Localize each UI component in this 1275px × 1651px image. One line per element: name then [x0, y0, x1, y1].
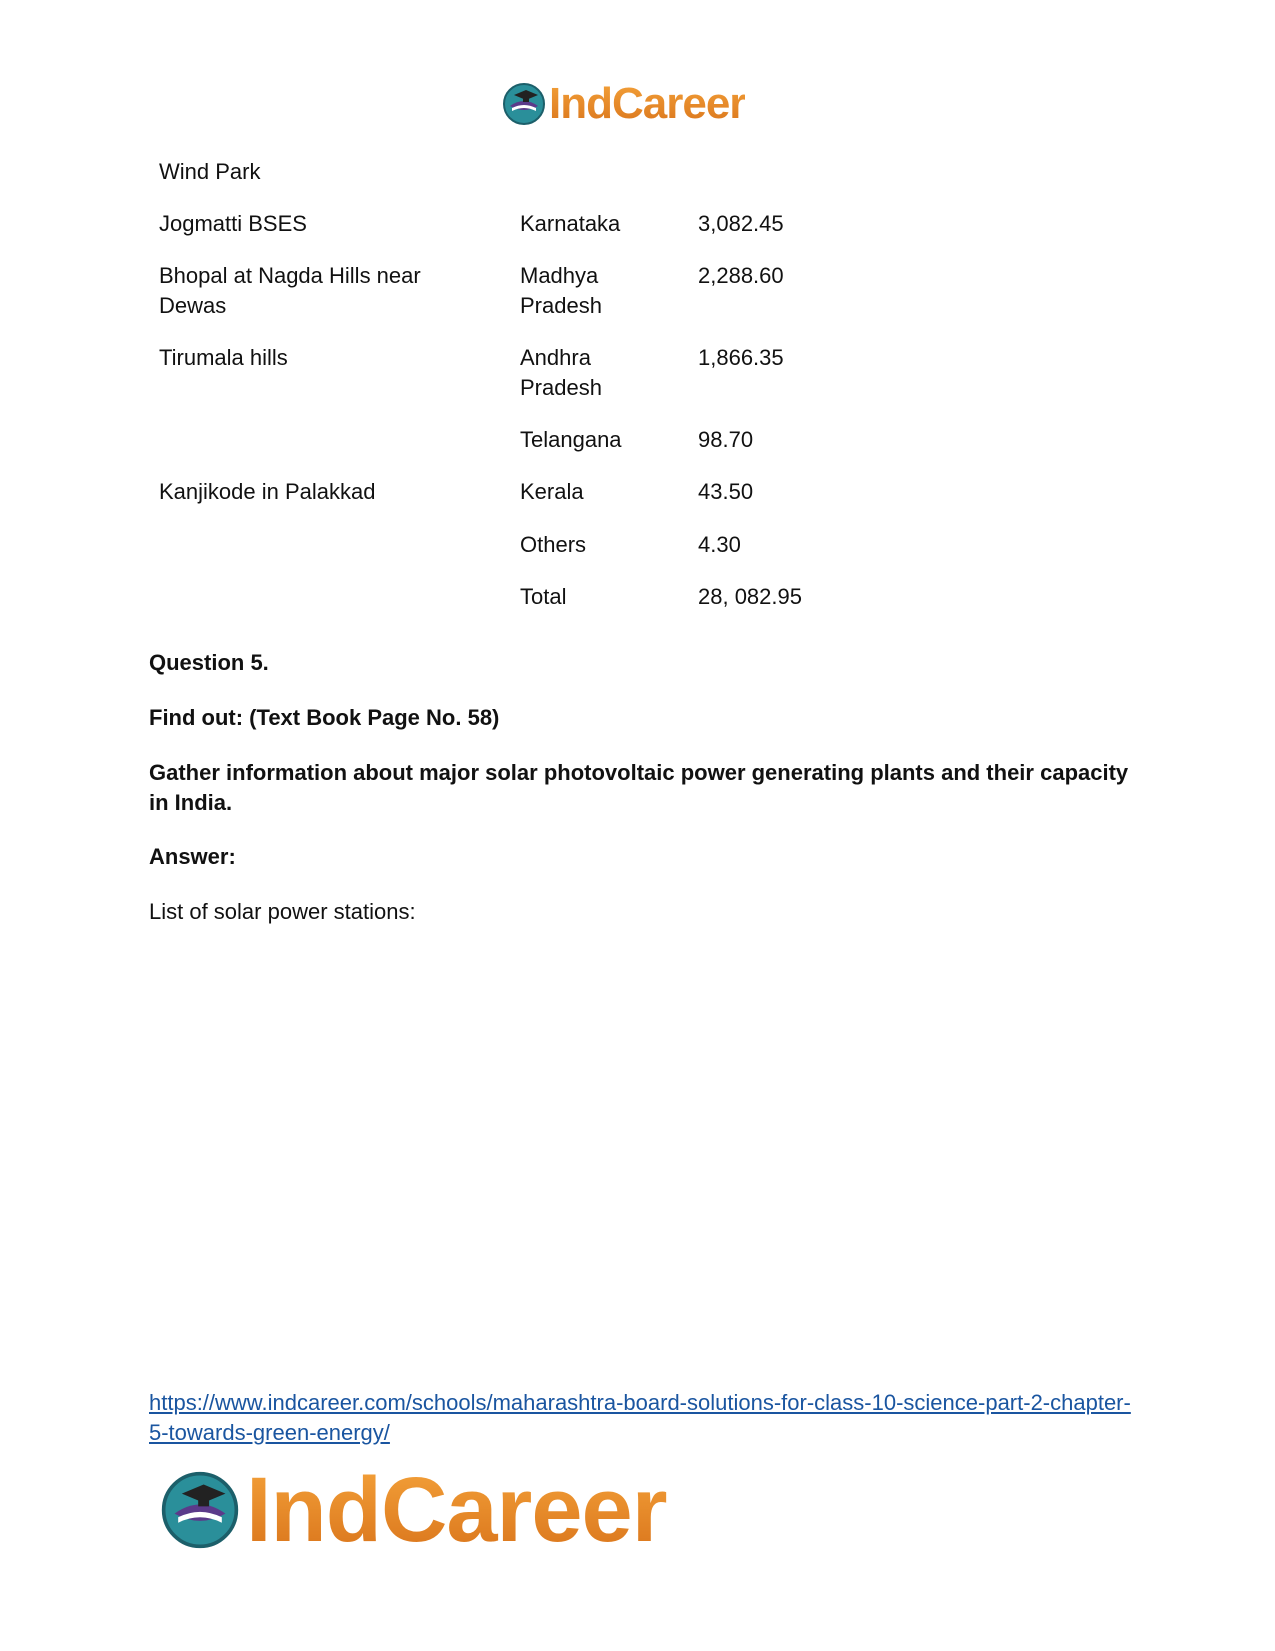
table-cell-place: Wind Park [159, 159, 261, 184]
table-cell-state: Andhra Pradesh [520, 345, 602, 400]
globe-cap-icon [160, 1470, 240, 1550]
footer-logo [160, 1459, 667, 1561]
table-cell-capacity: 3,082.45 [698, 211, 784, 236]
table-cell-place: Kanjikode in Palakkad [159, 479, 376, 504]
table-cell-capacity: 4.30 [698, 532, 741, 557]
table-cell-place: Jogmatti BSES [159, 211, 307, 236]
table-cell-state: Karnataka [520, 211, 621, 236]
globe-cap-icon [502, 82, 546, 126]
table-cell-capacity: 1,866.35 [698, 345, 784, 370]
find-out-line: Find out: (Text Book Page No. 58) [149, 705, 500, 730]
answer-text: List of solar power stations: [149, 899, 416, 924]
table-cell-place: Tirumala hills [159, 345, 288, 370]
table-cell-capacity: 43.50 [698, 479, 754, 504]
question-prompt: Gather information about major solar photovoltaic power generating plants and their capacity in India. [149, 760, 1129, 815]
table-cell-place: Bhopal at Nagda Hills near Dewas [159, 263, 421, 318]
table-cell-state: Madhya Pradesh [520, 263, 602, 318]
table-cell-capacity: 28, 082.95 [698, 584, 802, 609]
table-cell-capacity: 98.70 [698, 427, 754, 452]
source-link[interactable]: https://www.indcareer.com/schools/maharashtra-board-solutions-for-class-10-science-part-2-chapter-5-towards-green-energy/ [149, 1390, 1131, 1445]
table-cell-capacity: 2,288.60 [698, 263, 784, 288]
answer-label: Answer: [149, 844, 236, 869]
table-cell-state: Others [520, 532, 587, 557]
table-cell-state: Total [520, 584, 567, 609]
question-heading: Question 5. [149, 650, 269, 675]
header-logo [502, 80, 745, 128]
logo-wordmark: IndCareer [246, 1459, 667, 1561]
table-cell-state: Telangana [520, 427, 622, 452]
logo-wordmark: IndCareer [549, 79, 746, 128]
table-cell-state: Kerala [520, 479, 584, 504]
